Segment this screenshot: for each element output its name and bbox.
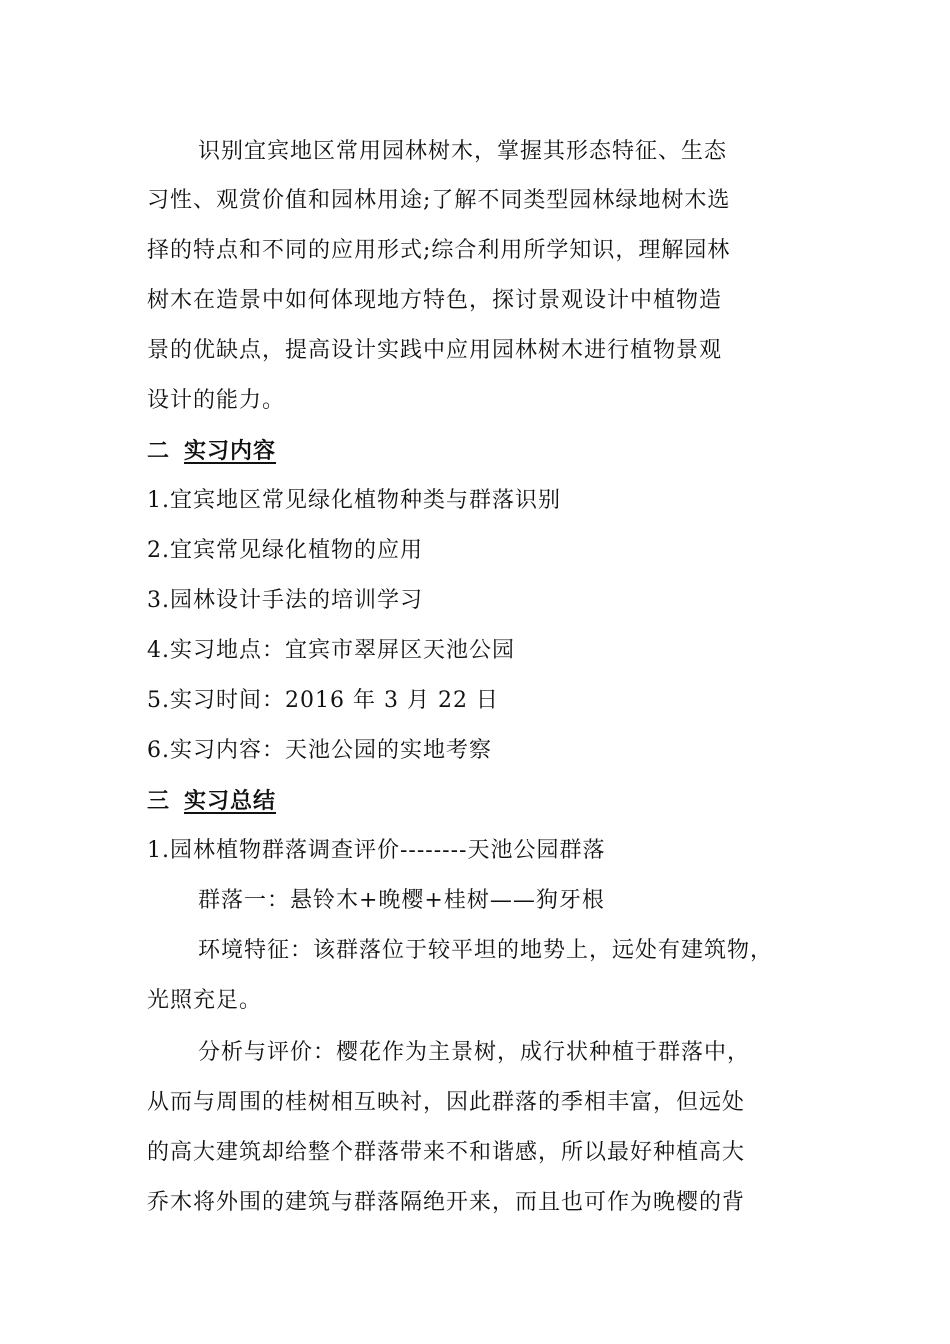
section-2-title: 实习内容 [184, 438, 277, 464]
analysis-line-4: 乔木将外围的建筑与群落隔绝开来，而且也可作为晚樱的背 [147, 1190, 746, 1215]
intro-line-5: 景的优缺点，提高设计实践中应用园林树木进行植物景观 [147, 338, 723, 363]
section-3-item-1: 1.园林植物群落调查评价--------天池公园群落 [147, 838, 606, 863]
section-2-item-1: 1.宜宾地区常见绿化植物种类与群落识别 [147, 488, 561, 513]
intro-line-4: 树木在造景中如何体现地方特色，探讨景观设计中植物造 [147, 288, 723, 313]
section-3-number: 三 [147, 788, 171, 814]
intro-line-3: 择的特点和不同的应用形式;综合利用所学知识，理解园林 [147, 238, 731, 263]
environment-line-2: 光照充足。 [147, 988, 263, 1013]
section-2-number: 二 [147, 438, 171, 464]
section-2-item-5: 5.实习时间：2016 年 3 月 22 日 [147, 688, 499, 713]
analysis-line-3: 的高大建筑却给整个群落带来不和谐感，所以最好种植高大 [147, 1140, 746, 1165]
community-title: 群落一：悬铃木+晚樱+桂树——狗牙根 [198, 888, 605, 913]
section-2-item-4: 4.实习地点：宜宾市翠屏区天池公园 [147, 638, 515, 663]
intro-line-1: 识别宜宾地区常用园林树木，掌握其形态特征、生态 [198, 139, 728, 164]
section-3-heading [147, 786, 276, 816]
intro-line-6: 设计的能力。 [147, 388, 286, 413]
section-3-title: 实习总结 [184, 788, 277, 814]
section-2-item-3: 3.园林设计手法的培训学习 [147, 588, 423, 613]
environment-line-1: 环境特征：该群落位于较平坦的地势上，远处有建筑物， [198, 938, 774, 963]
analysis-line-1: 分析与评价：樱花作为主景树，成行状种植于群落中， [198, 1040, 751, 1065]
intro-line-2: 习性、观赏价值和园林用途;了解不同类型园林绿地树木选 [147, 188, 731, 213]
analysis-line-2: 从而与周围的桂树相互映衬，因此群落的季相丰富，但远处 [147, 1090, 746, 1115]
section-2-item-2: 2.宜宾常见绿化植物的应用 [147, 538, 423, 563]
section-2-item-6: 6.实习内容：天池公园的实地考察 [147, 738, 492, 763]
section-2-heading [147, 436, 276, 466]
